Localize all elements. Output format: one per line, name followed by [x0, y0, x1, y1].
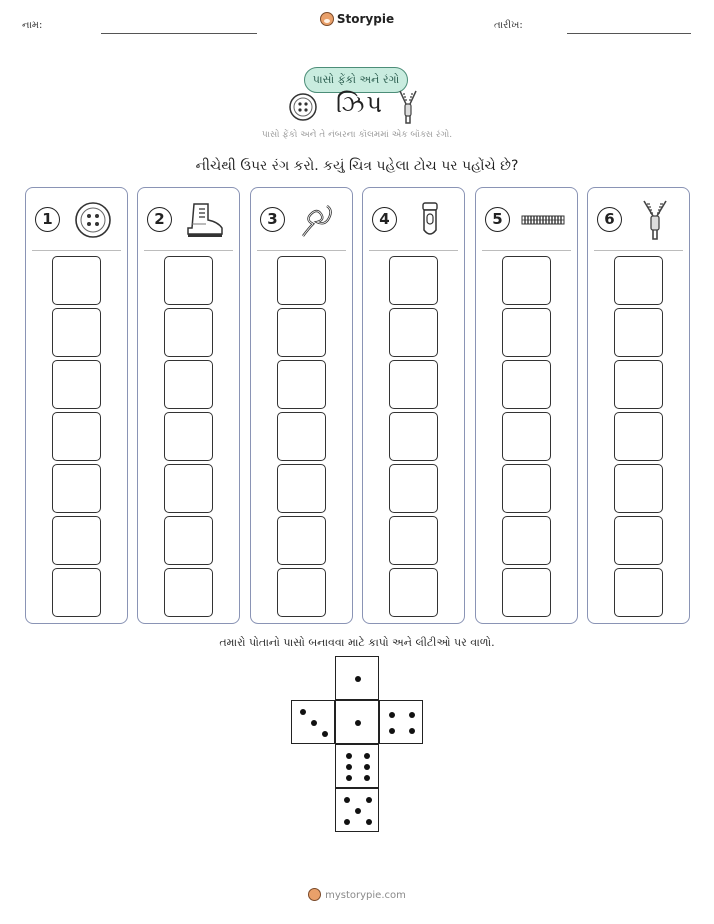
column-divider: [32, 250, 121, 251]
color-box[interactable]: [614, 412, 663, 461]
column-number: 6: [597, 207, 622, 232]
column-number: 3: [260, 207, 285, 232]
color-box[interactable]: [389, 464, 438, 513]
dice-face-one: [335, 656, 379, 700]
color-box[interactable]: [502, 412, 551, 461]
color-box[interactable]: [277, 516, 326, 565]
color-box[interactable]: [52, 568, 101, 617]
color-box[interactable]: [502, 360, 551, 409]
column-4: [362, 187, 465, 624]
footer: [0, 888, 714, 901]
mascot-icon: [308, 888, 321, 901]
column-number: 1: [35, 207, 60, 232]
color-box[interactable]: [502, 516, 551, 565]
color-box[interactable]: [164, 308, 213, 357]
column-divider: [482, 250, 571, 251]
pip: [409, 712, 415, 718]
pip: [389, 728, 395, 734]
color-box[interactable]: [389, 308, 438, 357]
dice-face-five: [335, 788, 379, 832]
column-header: [26, 188, 127, 250]
pip: [364, 764, 370, 770]
column-header: [588, 188, 689, 250]
column-5: [475, 187, 578, 624]
footer-url[interactable]: mystorypie.com: [325, 890, 406, 901]
button-icon: [70, 200, 116, 240]
color-box[interactable]: [502, 568, 551, 617]
dice-face-four: [379, 700, 423, 744]
name-label: નામ:: [22, 20, 43, 31]
column-header: [138, 188, 239, 250]
zipper-icon: [397, 90, 419, 128]
color-box[interactable]: [502, 308, 551, 357]
zipper-icon: [632, 200, 678, 240]
pip: [346, 764, 352, 770]
date-line[interactable]: [567, 33, 691, 34]
column-number: 2: [147, 207, 172, 232]
color-box[interactable]: [52, 256, 101, 305]
pip: [364, 775, 370, 781]
color-box[interactable]: [277, 412, 326, 461]
color-box[interactable]: [164, 360, 213, 409]
dice-face-three: [291, 700, 335, 744]
pip: [355, 808, 361, 814]
column-header: [476, 188, 577, 250]
brand-name: Storypie: [336, 12, 395, 26]
color-box[interactable]: [389, 360, 438, 409]
color-box[interactable]: [277, 568, 326, 617]
zipper-pull-icon: [407, 200, 453, 240]
color-box[interactable]: [389, 256, 438, 305]
pip: [344, 819, 350, 825]
color-box[interactable]: [164, 464, 213, 513]
color-box[interactable]: [52, 516, 101, 565]
boot-icon: [182, 200, 228, 240]
dice-face-six: [335, 744, 379, 788]
color-box[interactable]: [164, 516, 213, 565]
title-pill: પાસો ફેંકો અને રંગો: [304, 67, 408, 93]
subtitle: પાસો ફેંકો અને તે નંબરના કૉલમમાં એક બૉક્સ રંગો.: [261, 130, 453, 140]
zipper-teeth-icon: [520, 200, 566, 240]
color-box[interactable]: [614, 308, 663, 357]
color-box[interactable]: [52, 464, 101, 513]
color-box[interactable]: [614, 516, 663, 565]
column-header: [251, 188, 352, 250]
color-box[interactable]: [164, 256, 213, 305]
column-header: [363, 188, 464, 250]
color-box[interactable]: [502, 464, 551, 513]
column-number: 5: [485, 207, 510, 232]
rope-icon: [295, 200, 341, 240]
color-box[interactable]: [614, 256, 663, 305]
pip: [322, 731, 328, 737]
color-box[interactable]: [277, 256, 326, 305]
color-box[interactable]: [52, 412, 101, 461]
pip: [366, 797, 372, 803]
color-box[interactable]: [52, 360, 101, 409]
color-box[interactable]: [389, 516, 438, 565]
color-box[interactable]: [52, 308, 101, 357]
color-box[interactable]: [614, 568, 663, 617]
pip: [366, 819, 372, 825]
button-icon: [288, 92, 318, 126]
title-row: [0, 90, 714, 124]
column-number: 4: [372, 207, 397, 232]
column-divider: [144, 250, 233, 251]
color-box[interactable]: [614, 464, 663, 513]
column-2: [137, 187, 240, 624]
color-box[interactable]: [389, 568, 438, 617]
color-box[interactable]: [164, 412, 213, 461]
color-box[interactable]: [389, 412, 438, 461]
pip: [344, 797, 350, 803]
color-box[interactable]: [277, 360, 326, 409]
pip: [409, 728, 415, 734]
question: નીચેથી ઉપર રંગ કરો. કયું ચિત્ર પહેલા ટોચ પર પહોંચે છે?: [195, 158, 519, 174]
pip: [389, 712, 395, 718]
color-box[interactable]: [502, 256, 551, 305]
pip: [364, 753, 370, 759]
color-box[interactable]: [614, 360, 663, 409]
page-title: ઝિપ: [336, 90, 384, 118]
column-divider: [369, 250, 458, 251]
column-divider: [257, 250, 346, 251]
color-box[interactable]: [277, 308, 326, 357]
brand-logo: [0, 12, 714, 26]
cut-instruction: તમારો પોતાનો પાસો બનાવવા માટે કાપો અને લીટીઓ પર વાળો.: [219, 636, 495, 649]
pip: [355, 720, 361, 726]
pip: [346, 775, 352, 781]
name-line[interactable]: [101, 33, 257, 34]
mascot-icon: [320, 12, 334, 26]
column-divider: [594, 250, 683, 251]
color-box[interactable]: [164, 568, 213, 617]
pip: [311, 720, 317, 726]
color-box[interactable]: [277, 464, 326, 513]
date-label: તારીખ:: [494, 20, 523, 31]
column-6: [587, 187, 690, 624]
dice-face-one-center: [335, 700, 379, 744]
pip: [355, 676, 361, 682]
column-1: [25, 187, 128, 624]
pip: [346, 753, 352, 759]
column-3: [250, 187, 353, 624]
pip: [300, 709, 306, 715]
